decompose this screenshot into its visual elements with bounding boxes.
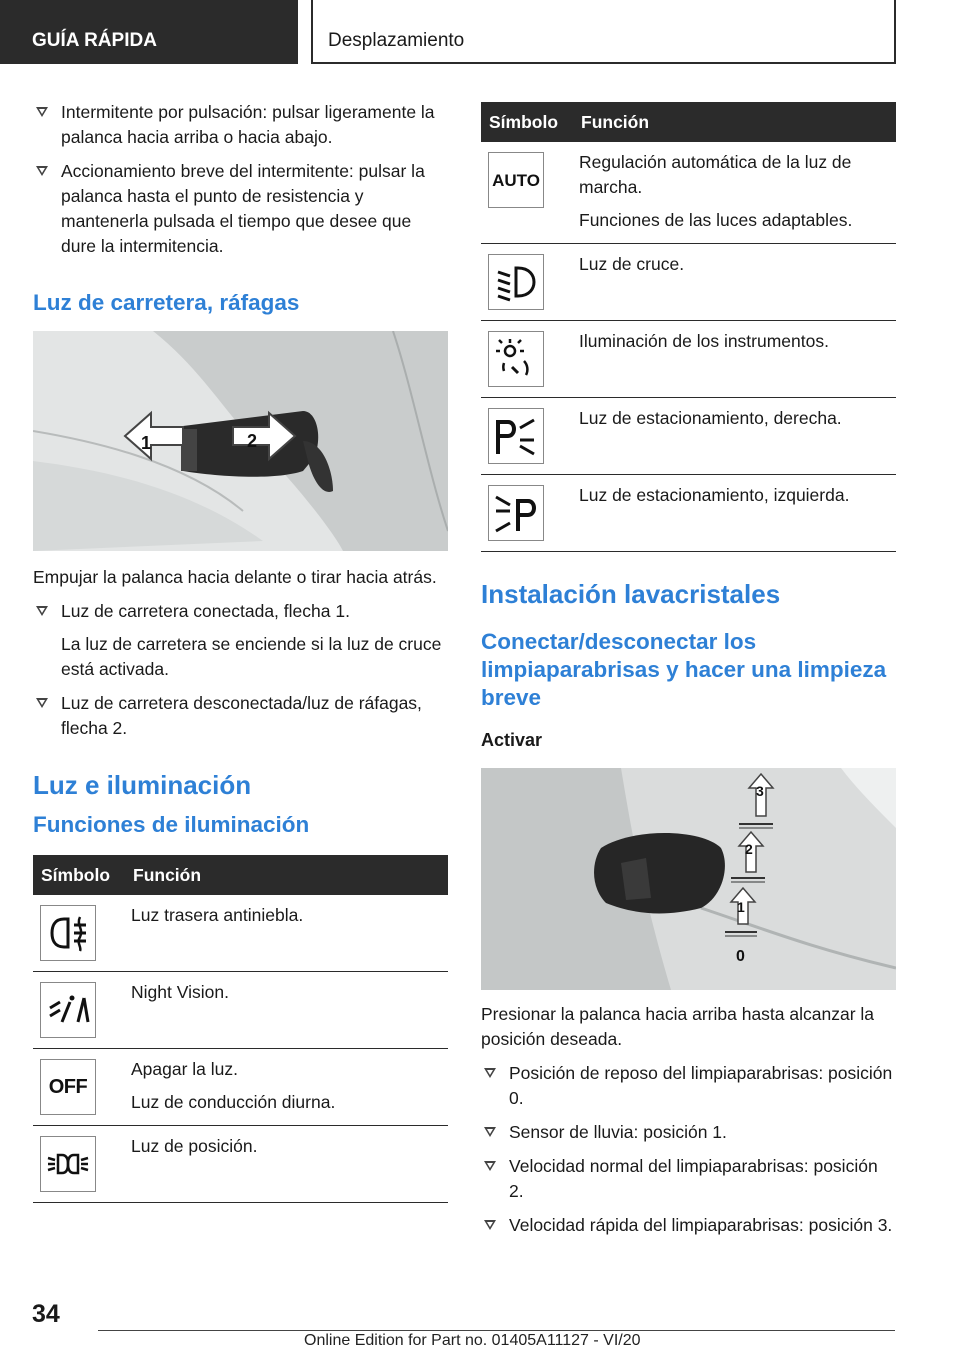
label-activate: Activar (481, 730, 543, 750)
column-header-symbol: Símbolo (33, 855, 125, 895)
table-row (481, 321, 896, 398)
list-item: Posición de reposo del limpiaparabrisas: posición 0. (481, 1061, 896, 1111)
function-cell: Luz de posición. (125, 1126, 448, 1203)
wiper-lever-photo (481, 768, 896, 990)
column-header-function: Función (125, 855, 448, 895)
bullet-triangle-icon (484, 1161, 496, 1171)
function-cell: Luz de estacionamiento, derecha. (573, 398, 896, 475)
function-cell: Iluminación de los instrumentos. (573, 321, 896, 398)
function-cell: Apagar la luz. Luz de conducción diurna. (125, 1049, 448, 1126)
auto-icon: AUTO (488, 152, 544, 208)
left-column (33, 100, 448, 1203)
list-item: Sensor de lluvia: posición 1. (481, 1120, 896, 1145)
off-icon: OFF (40, 1059, 96, 1115)
position-label-1: 1 (737, 899, 745, 915)
parking-light-icon (40, 1136, 96, 1192)
light-symbols-table (481, 102, 896, 552)
page-number: 34 (32, 1300, 60, 1328)
list-item: Velocidad normal del limpiaparabrisas: posición 2. (481, 1154, 896, 1204)
table-row (33, 1126, 448, 1203)
table-row (33, 1049, 448, 1126)
subheading-lights: Funciones de iluminación (33, 812, 310, 837)
function-cell: Luz trasera antiniebla. (125, 895, 448, 972)
function-cell: Night Vision. (125, 972, 448, 1049)
heading-high-beam: Luz de carretera, ráfagas (33, 290, 300, 315)
high-beam-text: Empujar la palanca hacia delante o tirar hacia atrás. (33, 567, 437, 587)
subheading-wipers: Conectar/desconectar los limpiaparabrisas y hacer una limpieza breve (481, 629, 887, 710)
footer-edition: Online Edition for Part no. 01405A11127 - VI/20 (304, 1332, 641, 1349)
table-row (481, 398, 896, 475)
bullet-triangle-icon (484, 1220, 496, 1230)
bullet-triangle-icon (36, 606, 48, 616)
arrow-label-1: 1 (141, 433, 152, 453)
table-row (33, 972, 448, 1049)
table-header (481, 102, 896, 142)
lever-illustration (33, 331, 448, 551)
bullet-triangle-icon (484, 1068, 496, 1078)
list-item: Luz de carretera desconectada/luz de ráfagas, flecha 2. (33, 691, 448, 741)
low-beam-icon (488, 254, 544, 310)
bullet-triangle-icon (484, 1127, 496, 1137)
instrument-lighting-icon (488, 331, 544, 387)
heading-washer: Instalación lavacristales (481, 579, 781, 609)
bullet-triangle-icon (36, 166, 48, 176)
right-column (481, 102, 896, 1247)
chapter-tab (311, 0, 896, 64)
bullet-triangle-icon (36, 698, 48, 708)
column-header-function: Función (573, 102, 896, 142)
table-header (33, 855, 448, 895)
heading-lights: Luz e iluminación (33, 770, 252, 800)
night-vision-icon (40, 982, 96, 1038)
high-beam-photo (33, 331, 448, 551)
list-item: Accionamiento breve del intermitente: pulsar la palanca hasta el punto de resistencia y mantenerla pulsada el tiempo que desee que dure la intermitencia. (33, 159, 448, 259)
wiper-lever-illustration (481, 768, 896, 990)
function-cell: Luz de estacionamiento, izquierda. (573, 475, 896, 552)
function-cell: Regulación automática de la luz de marcha. Funciones de las luces adaptables. (573, 142, 896, 244)
wiper-text: Presionar la palanca hacia arriba hasta alcanzar la posición deseada. (481, 1004, 875, 1049)
arrow-label-2: 2 (247, 431, 258, 451)
table-row (481, 244, 896, 321)
parking-right-icon (488, 408, 544, 464)
table-row (481, 475, 896, 552)
table-row (33, 895, 448, 972)
footer-divider (98, 1330, 895, 1331)
list-item: Velocidad rápida del limpiaparabrisas: posición 3. (481, 1213, 896, 1238)
list-item: Luz de carretera conectada, flecha 1. La luz de carretera se enciende si la luz de cruce está activada. (33, 599, 448, 682)
table-row (481, 142, 896, 244)
parking-left-icon (488, 485, 544, 541)
position-label-0: 0 (736, 948, 745, 965)
section-title: GUÍA RÁPIDA (32, 30, 157, 51)
chapter-title: Desplazamiento (328, 30, 465, 51)
bullet-triangle-icon (36, 107, 48, 117)
section-tab (0, 0, 298, 64)
lighting-functions-table (33, 855, 448, 1203)
rear-fog-light-icon (40, 905, 96, 961)
function-cell: Luz de cruce. (573, 244, 896, 321)
position-label-2: 2 (745, 841, 753, 857)
position-label-3: 3 (756, 783, 764, 799)
column-header-symbol: Símbolo (481, 102, 573, 142)
list-item: Intermitente por pulsación: pulsar ligeramente la palanca hacia arriba o hacia abajo. (33, 100, 448, 150)
